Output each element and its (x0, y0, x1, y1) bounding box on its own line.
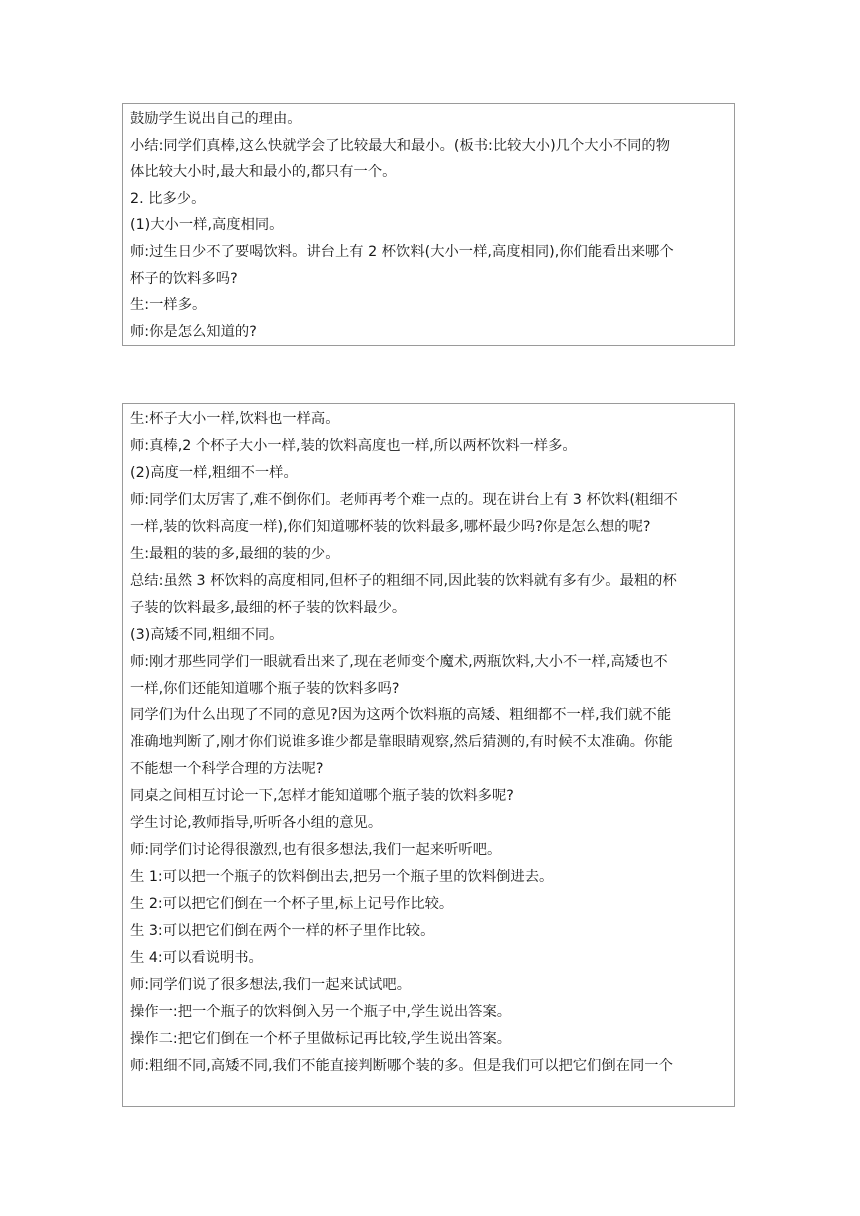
text-line: 准确地判断了,刚才你们说谁多谁少都是靠眼睛观察,然后猜测的,有时候不太准确。你能 (130, 734, 673, 751)
text-line: 生 4:可以看说明书。 (130, 950, 263, 967)
text-line: 一样,你们还能知道哪个瓶子装的饮料多吗? (130, 680, 400, 697)
text-line: 生 2:可以把它们倒在一个杯子里,标上记号作比较。 (130, 896, 454, 913)
text-line: 师:你是怎么知道的? (130, 323, 257, 340)
text-line: 学生讨论,教师指导,听听各小组的意见。 (130, 815, 383, 832)
text-line: 杯子的饮料多吗? (130, 270, 238, 287)
text-line: 操作二:把它们倒在一个杯子里做标记再比较,学生说出答案。 (130, 1030, 512, 1047)
text-line: 一样,装的饮料高度一样),你们知道哪杯装的饮料最多,哪杯最少吗?你是怎么想的呢? (130, 518, 651, 535)
text-line: 操作一:把一个瓶子的饮料倒入另一个瓶子中,学生说出答案。 (130, 1003, 512, 1020)
text-line: 不能想一个科学合理的方法呢? (130, 761, 324, 778)
text-line: 生 1:可以把一个瓶子的饮料倒出去,把另一个瓶子里的饮料倒进去。 (130, 869, 554, 886)
text-line: 师:粗细不同,高矮不同,我们不能直接判断哪个装的多。但是我们可以把它们倒在同一个 (130, 1057, 673, 1074)
text-line: 生 3:可以把它们倒在两个一样的杯子里作比较。 (130, 923, 435, 940)
text-line: 师:同学们太厉害了,难不倒你们。老师再考个难一点的。现在讲台上有 3 杯饮料(粗细不 (130, 491, 678, 508)
text-line: 生:最粗的装的多,最细的装的少。 (130, 545, 340, 562)
text-line: (1)大小一样,高度相同。 (130, 217, 284, 234)
text-line: 师:同学们讨论得很激烈,也有很多想法,我们一起来听听吧。 (130, 842, 502, 859)
text-line: 师:同学们说了很多想法,我们一起来试试吧。 (130, 977, 411, 994)
text-line: 师:刚才那些同学们一眼就看出来了,现在老师变个魔术,两瓶饮料,大小不一样,高矮也不 (130, 653, 668, 670)
lesson-text-box-1 (122, 103, 735, 346)
text-line: 同学们为什么出现了不同的意见?因为这两个饮料瓶的高矮、粗细都不一样,我们就不能 (130, 707, 672, 724)
text-line: 体比较大小时,最大和最小的,都只有一个。 (130, 164, 397, 181)
text-line: 师:过生日少不了要喝饮料。讲台上有 2 杯饮料(大小一样,高度相同),你们能看出来哪个 (130, 243, 674, 260)
lesson-text-box-2 (122, 403, 735, 1107)
text-line: 2. 比多少。 (130, 190, 206, 207)
text-line: 同桌之间相互讨论一下,怎样才能知道哪个瓶子装的饮料多呢? (130, 788, 514, 805)
text-line: 生:杯子大小一样,饮料也一样高。 (130, 411, 340, 427)
text-line: 生:一样多。 (130, 297, 207, 314)
text-line: 鼓励学生说出自己的理由。 (130, 111, 302, 127)
text-line: 子装的饮料最多,最细的杯子装的饮料最少。 (130, 599, 407, 616)
text-line: 总结:虽然 3 杯饮料的高度相同,但杯子的粗细不同,因此装的饮料就有多有少。最粗的杯 (130, 572, 677, 589)
text-line: (2)高度一样,粗细不一样。 (130, 464, 298, 481)
text-line: (3)高矮不同,粗细不同。 (130, 626, 284, 643)
text-line: 师:真棒,2 个杯子大小一样,装的饮料高度也一样,所以两杯饮料一样多。 (130, 437, 577, 454)
text-line: 小结:同学们真棒,这么快就学会了比较最大和最小。(板书:比较大小)几个大小不同的物 (130, 137, 671, 154)
